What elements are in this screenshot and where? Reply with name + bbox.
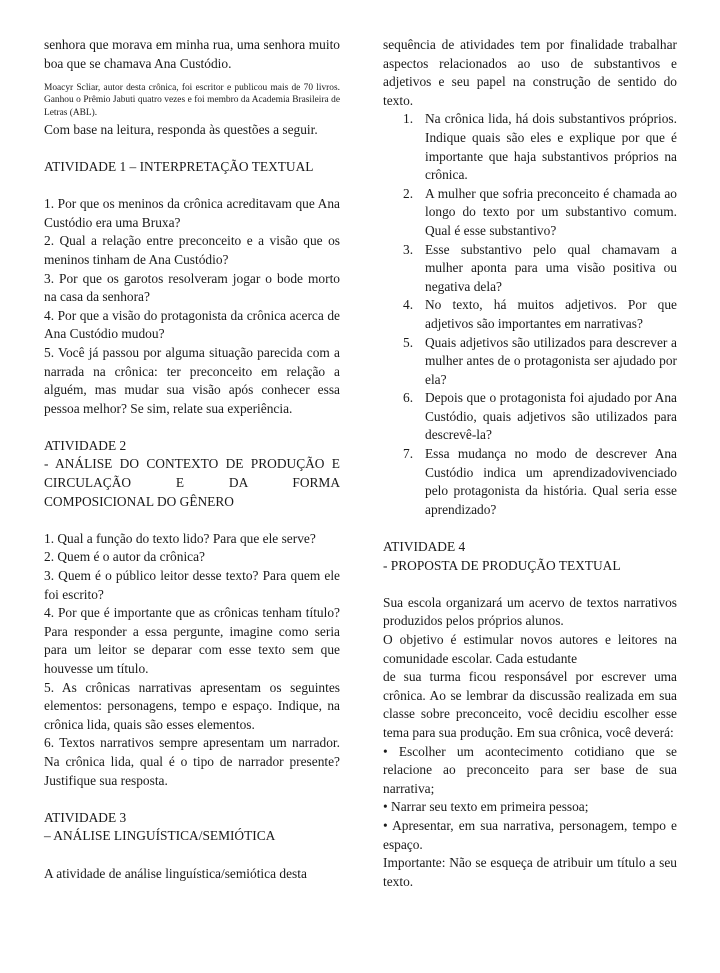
- activity4-important: Importante: Não se esqueça de atribuir um título a seu texto.: [383, 855, 677, 889]
- question-item: [403, 445, 677, 519]
- question-item: 4. Por que é importante que as crônicas tenham título? Para responder a essa pergunte, imagine como seria para um leitor se deparar com esse texto sem que houvesse um título.: [44, 605, 340, 677]
- activity3-subtitle: – ANÁLISE LINGUÍSTICA/SEMIÓTICA: [44, 828, 276, 844]
- activity2-questions: [44, 530, 340, 790]
- activity4-title: ATIVIDADE 4: [383, 539, 466, 555]
- question-item: 2. Quem é o autor da crônica?: [44, 549, 205, 565]
- question-item: 5. As crônicas narrativas apresentam os seguintes elementos: personagens, tempo e espaço. Indique, na crônica lida, quais são esses elementos.: [44, 679, 340, 732]
- activity4-p1: Sua escola organizará um acervo de textos narrativos produzidos pelos próprios alunos.: [383, 594, 677, 629]
- question-item: [403, 389, 677, 445]
- question-text: Quais adjetivos são utilizados para descrever a mulher antes de o protagonista ser ajudado por ela?: [425, 334, 677, 387]
- activity3-questions: [403, 110, 677, 519]
- question-text: A mulher que sofria preconceito é chamada ao longo do texto por um substantivo comum. Qual é esse substantivo?: [425, 185, 677, 238]
- question-number: 3.: [403, 241, 414, 257]
- question-number: 6.: [403, 390, 414, 406]
- activity4-p3: de sua turma ficou responsável por escrever uma crônica. Ao se lembrar da discussão realizada em sua classe sobre preconceito, você decidiu escolher esse tema para sua produção. Em sua crônica, você deverá:: [383, 669, 677, 740]
- question-item: 5. Você já passou por alguma situação parecida com a narrada na crônica: ter preconceito em relação a alguém, mas mudar sua visão após conhecer essa pessoa melhor? Se sim, relate sua experiência.: [44, 344, 340, 416]
- question-number: 4.: [403, 297, 414, 313]
- activity1-questions: [44, 195, 340, 418]
- author-note: Moacyr Scliar, autor desta crônica, foi escritor e publicou mais de 70 livros. Ganhou o Prêmio Jabuti quatro vezes e foi membro da Academia Brasileira de Letras (ABL).: [44, 83, 340, 118]
- instruction-text: Com base na leitura, responda às questões a seguir.: [44, 121, 318, 137]
- activity4-subtitle: - PROPOSTA DE PRODUÇÃO TEXTUAL: [383, 557, 621, 573]
- activity3-continued: sequência de atividades tem por finalidade trabalhar aspectos relacionados ao uso de substantivos e adjetivos e seu papel na construção de sentido do texto.: [383, 37, 677, 108]
- activity1-title: ATIVIDADE 1 – INTERPRETAÇÃO TEXTUAL: [44, 158, 314, 174]
- intro-paragraph: senhora que morava em minha rua, uma senhora muito boa que se chamava Ana Custódio.: [44, 37, 340, 71]
- question-number: 7.: [403, 446, 414, 462]
- question-text: Na crônica lida, há dois substantivos próprios. Indique quais são eles e explique por que é importante que haja substantivos próprios na crônica.: [425, 111, 677, 183]
- bullet-item: • Escolher um acontecimento cotidiano que se relacione ao preconceito para ser base de sua narrativa;: [383, 743, 677, 796]
- question-item: 2. Qual a relação entre preconceito e a visão que os meninos tinham de Ana Custódio?: [44, 233, 340, 267]
- bullet-item: • Narrar seu texto em primeira pessoa;: [383, 799, 589, 815]
- activity3-title: ATIVIDADE 3: [44, 809, 127, 825]
- activity4-p2: O objetivo é estimular novos autores e leitores na comunidade escolar. Cada estudante: [383, 632, 677, 666]
- question-number: 1.: [403, 111, 414, 127]
- question-text: No texto, há muitos adjetivos. Por que adjetivos são importantes em narrativas?: [425, 297, 677, 331]
- activity2-subtitle-line2: COMPOSICIONAL DO GÊNERO: [44, 493, 234, 509]
- question-text: Essa mudança no modo de descrever Ana Custódio indica um aprendizadovivenciado pelo protagonista da história. Qual seria esse aprendizado?: [425, 446, 677, 517]
- question-item: 3. Por que os garotos resolveram jogar o bode morto na casa da senhora?: [44, 270, 340, 305]
- question-number: 5.: [403, 334, 414, 350]
- question-item: [403, 334, 677, 390]
- question-text: Esse substantivo pelo qual chamavam a mulher aponta para uma visão positiva ou negativa dela?: [425, 241, 677, 294]
- question-item: 6. Textos narrativos sempre apresentam um narrador. Na crônica lida, qual é o tipo de narrador presente? Justifique sua resposta.: [44, 735, 340, 788]
- activity4-bullets: [383, 743, 677, 855]
- question-text: Depois que o protagonista foi ajudado por Ana Custódio, quais adjetivos são utilizados para descrevê-la?: [425, 390, 677, 443]
- left-column: [44, 36, 340, 883]
- activity2-title: ATIVIDADE 2: [44, 437, 127, 453]
- question-number: 2.: [403, 185, 414, 201]
- right-column: [383, 36, 677, 891]
- question-item: [403, 241, 677, 297]
- question-item: [403, 110, 677, 184]
- question-item: 1. Por que os meninos da crônica acreditavam que Ana Custódio era uma Bruxa?: [44, 196, 340, 230]
- question-item: 3. Quem é o público leitor desse texto? Para quem ele foi escrito?: [44, 568, 340, 602]
- question-item: [403, 185, 677, 241]
- activity3-intro: A atividade de análise linguística/semiótica desta: [44, 865, 307, 881]
- question-item: 4. Por que a visão do protagonista da crônica acerca de Ana Custódio mudou?: [44, 307, 340, 342]
- question-item: 1. Qual a função do texto lido? Para que ele serve?: [44, 530, 316, 546]
- activity2-subtitle-line1: - ANÁLISE DO CONTEXTO DE PRODUÇÃO E CIRCULAÇÃO E DA FORMA: [44, 456, 340, 491]
- question-item: [403, 296, 677, 333]
- bullet-item: • Apresentar, em sua narrativa, personagem, tempo e espaço.: [383, 817, 677, 852]
